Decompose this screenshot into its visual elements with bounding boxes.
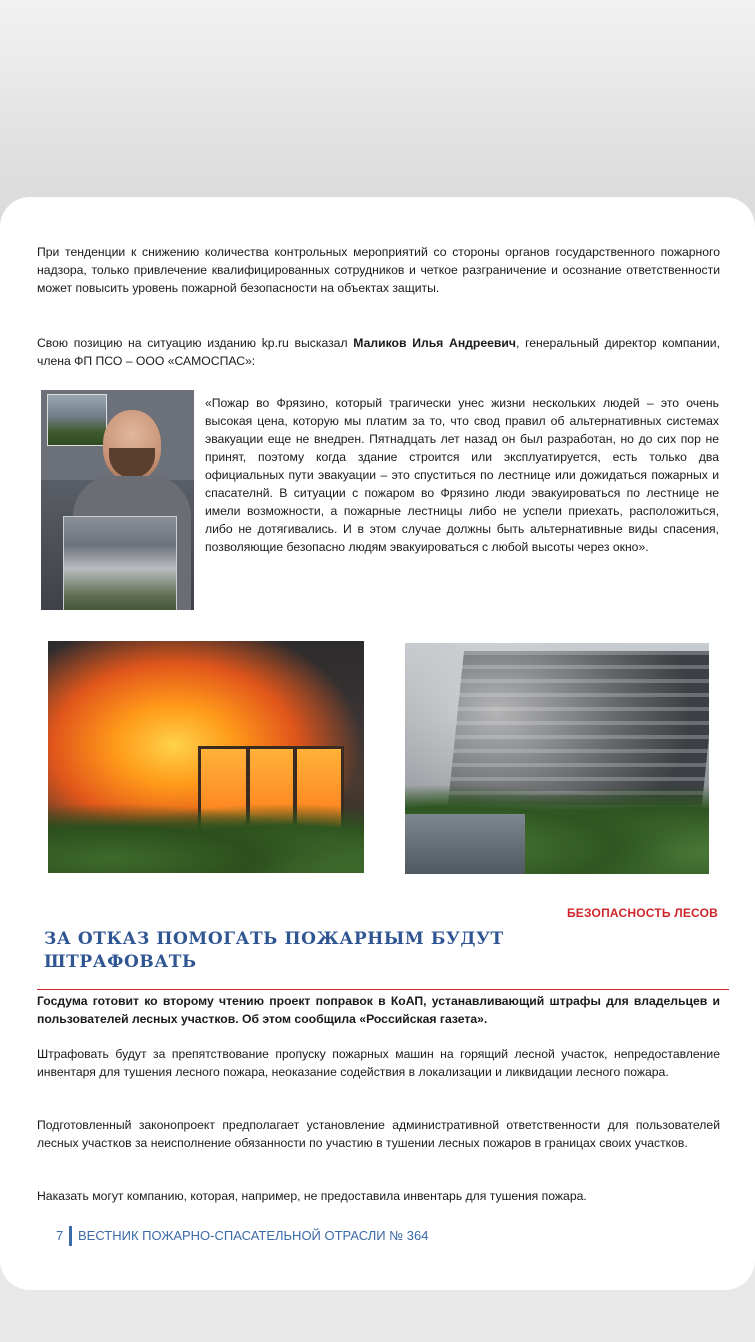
page-number: 7 <box>56 1228 64 1243</box>
article-headline: ЗА ОТКАЗ ПОМОГАТЬ ПОЖАРНЫМ БУДУТ ШТРАФОВАТЬ <box>44 929 504 972</box>
publication-title: ВЕСТНИК ПОЖАРНО-СПАСАТЕЛЬНОЙ ОТРАСЛИ № 364 <box>78 1228 429 1243</box>
intro-paragraph: При тенденции к снижению количества контрольных мероприятий со стороны органов государственного пожарного надзора, только привлечение квалифицированных сотрудников и четкое разграничение и осознание ответственности может повысить уровень пожарной безопасности на объектах защиты. <box>37 245 720 295</box>
bill-paragraph: Подготовленный законопроект предполагает установление административной ответственности для пользователей лесных участков за неисполнение обязанности по участию в тушении лесных пожаров в границах своих участков. <box>37 1118 720 1150</box>
fire-photo <box>48 641 364 873</box>
lead-paragraph: Госдума готовит ко второму чтению проект поправок в КоАП, устанавливающий штрафы для владельцев и пользователей лесных участков. Об этом сообщила «Российская газета». <box>37 994 720 1026</box>
fines-paragraph: Штрафовать будут за препятствование пропуску пожарных машин на горящий лесной участок, непредоставление инвентаря для тушения лесного пожара, неоказание содействия в локализации и ликвидации лесного пожара. <box>37 1047 720 1079</box>
punishment-paragraph: Наказать могут компанию, которая, например, не предоставила инвентарь для тушения пожара. <box>37 1189 587 1203</box>
section-label: БЕЗОПАСНОСТЬ ЛЕСОВ <box>566 906 718 920</box>
burned-building-photo <box>405 643 709 874</box>
speaker-portrait-image <box>41 390 194 610</box>
speaker-quote: «Пожар во Фрязино, который трагически унес жизни нескольких людей – это очень высокая цена, которую мы платим за то, что свод правил об альтернативных системах эвакуации еще не внедрен. Пятнадцать лет назад он был разработан, но до сих пор не принят, поэтому когда здание строится или эксплуатируется, есть только два официальных пути эвакуации – это спуститься по лестнице или дожидаться пожарных и спасателнй. В ситуации с пожаром во Фрязино люди эвакуироваться по лестнице не имели возможности, а пожарные лестницы либо не успели приехать, расположиться, либо не дотягивались. И в этом случае должны быть альтернативные виды спасения, позволяющие безопасно людям эвакуироваться с любой высоты через окно». <box>205 396 719 554</box>
position-text-post: , генеральный директор компании, члена ФП ПСО – ООО «САМОСПАС»: <box>37 336 720 368</box>
position-text-pre: Свою позицию на ситуацию изданию kp.ru высказал <box>37 336 354 350</box>
footer-divider <box>69 1226 72 1246</box>
position-paragraph <box>37 334 720 370</box>
headline-divider <box>37 989 729 990</box>
speaker-name: Маликов Илья Андреевич <box>353 336 516 350</box>
